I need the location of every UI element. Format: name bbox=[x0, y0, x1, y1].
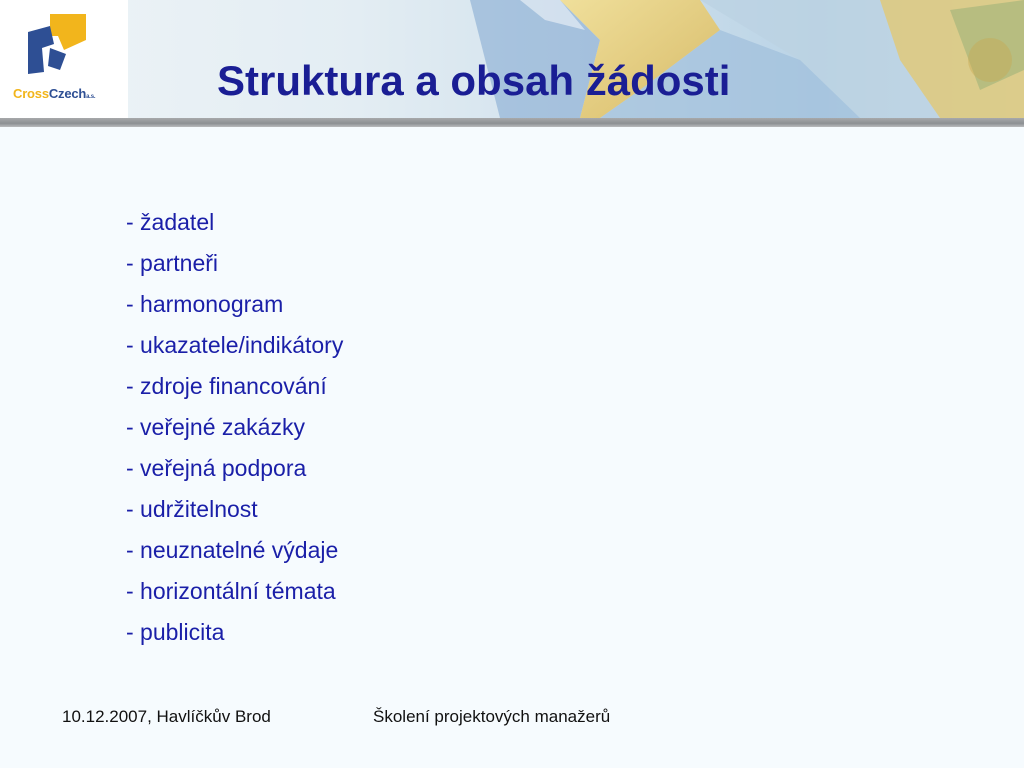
list-item: - ukazatele/indikátory bbox=[126, 332, 344, 358]
header-divider bbox=[0, 118, 1024, 127]
content-list bbox=[126, 208, 343, 659]
logo-text-suffix: a.s. bbox=[86, 94, 96, 100]
logo-text-czech: Czech bbox=[48, 86, 87, 101]
list-item: - žadatel bbox=[126, 209, 215, 235]
slide-title: Struktura a obsah žádosti bbox=[217, 57, 731, 104]
list-item: - veřejné zakázky bbox=[126, 414, 305, 440]
list-item: - udržitelnost bbox=[126, 496, 258, 522]
list-item: - neuznatelné výdaje bbox=[126, 537, 339, 563]
crossczech-logo-icon bbox=[20, 14, 100, 84]
footer-date-place: 10.12.2007, Havlíčkův Brod bbox=[62, 707, 271, 726]
footer-event: Školení projektových manažerů bbox=[373, 707, 611, 726]
list-item: - harmonogram bbox=[126, 291, 284, 317]
list-item: - partneři bbox=[126, 250, 219, 276]
logo-text-cross: Cross bbox=[13, 86, 49, 101]
logo-wordmark bbox=[13, 86, 95, 101]
list-item: - zdroje financování bbox=[126, 373, 327, 399]
header-banner bbox=[0, 0, 1024, 118]
list-item: - publicita bbox=[126, 619, 225, 645]
list-item: - horizontální témata bbox=[126, 578, 336, 604]
logo bbox=[0, 0, 128, 118]
list-item: - veřejná podpora bbox=[126, 455, 307, 481]
